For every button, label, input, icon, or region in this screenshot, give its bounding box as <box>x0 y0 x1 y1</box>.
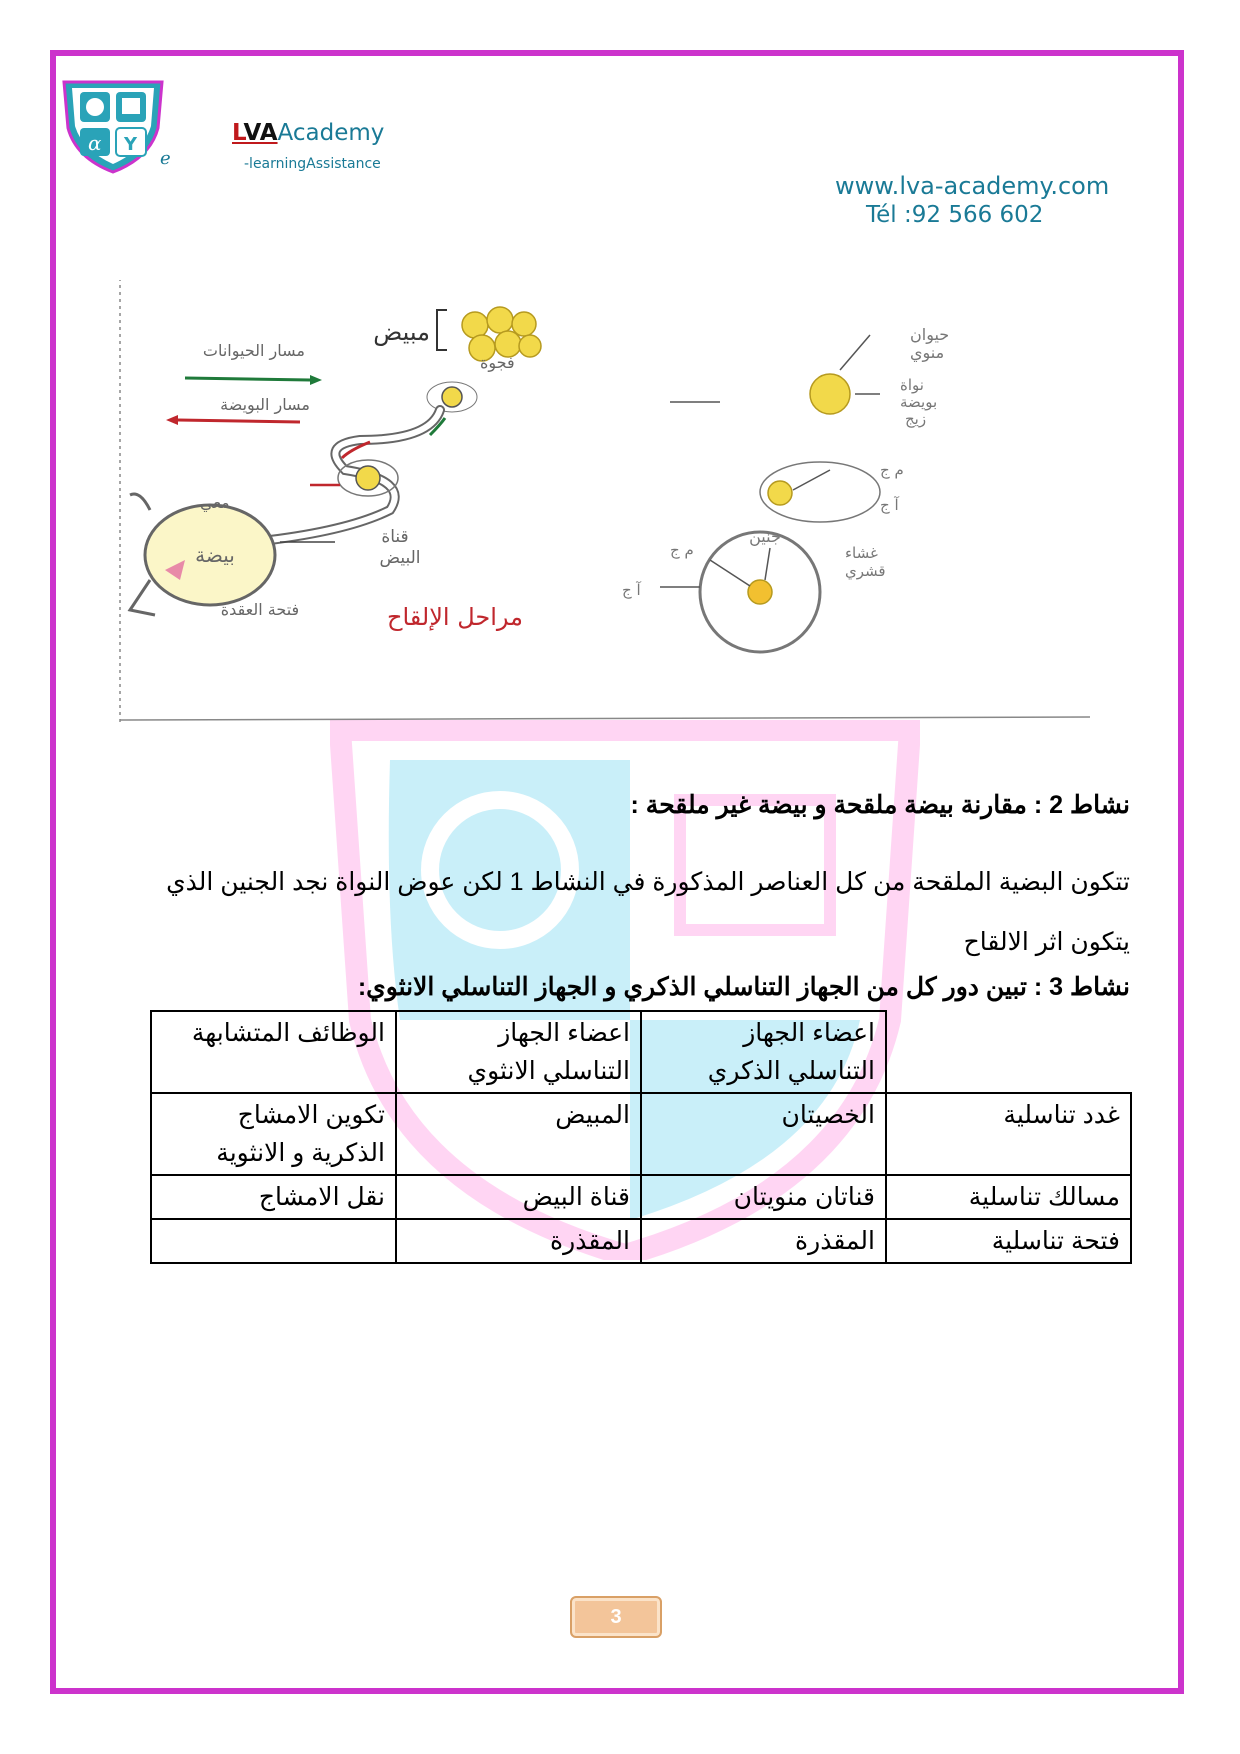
table-cell: الخصيتان <box>641 1093 886 1175</box>
table-header-cell: اعضاء الجهاز التناسلي الانثوي <box>396 1011 641 1093</box>
figure-title: مراحل الإلقاح <box>386 603 524 631</box>
label-m3: م ج <box>670 541 694 559</box>
label-nucleus-1: نواة <box>900 376 924 394</box>
label-sperm-path: مسار الحيوانات <box>202 341 305 360</box>
activity-3-title: نشاط 3 : تبين دور كل من الجهاز التناسلي الذكري و الجهاز التناسلي الانثوي: <box>357 973 1130 1001</box>
table-cell: نقل الامشاج <box>151 1175 396 1219</box>
egg-path-arrow <box>178 420 300 422</box>
label-egg-path: مسار البويضة <box>220 395 310 414</box>
label-m2: آ ج <box>880 496 899 514</box>
table-cell: فتحة تناسلية <box>886 1219 1131 1263</box>
oviduct-egg <box>356 466 380 490</box>
label-ovary: مبيض <box>373 318 430 346</box>
label-m1: م ج <box>880 461 904 479</box>
follicle-cell <box>442 387 462 407</box>
label-nucleus-2: بويضة <box>900 393 938 411</box>
label-nucleus-3: زيج <box>905 410 927 428</box>
table-header-cell: اعضاء الجهاز التناسلي الذكري <box>641 1011 886 1093</box>
table-cell: قناتان منويتان <box>641 1175 886 1219</box>
label-oviduct-2: البيض <box>379 548 421 568</box>
svg-text:Y: Y <box>124 134 138 155</box>
logo-e-mark: e <box>160 148 171 169</box>
website-link[interactable]: www.lva-academy.com <box>835 172 1110 200</box>
phone-number: Tél :92 566 602 <box>866 202 1044 228</box>
label-oviduct-1: قناة <box>381 527 409 547</box>
table-cell: مسالك تناسلية <box>886 1175 1131 1219</box>
label-follicle: فجوة <box>480 353 515 372</box>
page-number: 3 <box>570 1596 662 1638</box>
brand-name: LVAAcademy <box>232 120 385 146</box>
table-cell <box>151 1219 396 1263</box>
label-sperm-1: حيوان <box>910 325 950 344</box>
table-row <box>151 1219 1131 1263</box>
table-cell: المقذرة <box>396 1219 641 1263</box>
label-egg: بيضة <box>195 543 235 567</box>
svg-text:α: α <box>88 131 102 155</box>
table-cell: غدد تناسلية <box>886 1093 1131 1175</box>
activity-2-title: نشاط 2 : مقارنة بيضة ملقحة و بيضة غير ملقحة : <box>630 791 1130 819</box>
table-header-cell <box>886 1011 1131 1093</box>
table-row <box>151 1093 1131 1175</box>
table-header-row <box>151 1011 1131 1093</box>
label-uterus: معي <box>200 493 230 512</box>
label-membrane-1: غشاء <box>845 544 878 562</box>
activity-2-paragraph: تتكون البضية الملقحة من كل العناصر المذكورة في النشاط 1 لكن عوض النواة نجد الجنين الذي يتكون اثر الالقاح <box>166 868 1130 956</box>
label-genital-opening: فتحة العقدة <box>220 600 300 619</box>
academy-logo <box>58 78 168 174</box>
nucleus-stage-1 <box>810 374 850 414</box>
table-cell: المبيض <box>396 1093 641 1175</box>
reproductive-organs-table <box>150 1010 1132 1264</box>
table-cell: المقذرة <box>641 1219 886 1263</box>
sperm-path-arrow <box>185 378 310 380</box>
table-cell: تكوين الامشاج الذكرية و الانثوية <box>151 1093 396 1175</box>
label-sperm-2: منوي <box>910 343 945 362</box>
table-row <box>151 1175 1131 1219</box>
label-embryo: جنين <box>749 527 781 546</box>
fertilization-diagram <box>110 280 1095 730</box>
brand-tagline: -learningAssistance <box>244 156 381 172</box>
table-header-cell: الوظائف المتشابهة <box>151 1011 396 1093</box>
ovary-bracket <box>437 310 447 350</box>
label-membrane-2: قشري <box>845 562 886 580</box>
table-cell: قناة البيض <box>396 1175 641 1219</box>
label-m4: آ ج <box>622 581 641 599</box>
